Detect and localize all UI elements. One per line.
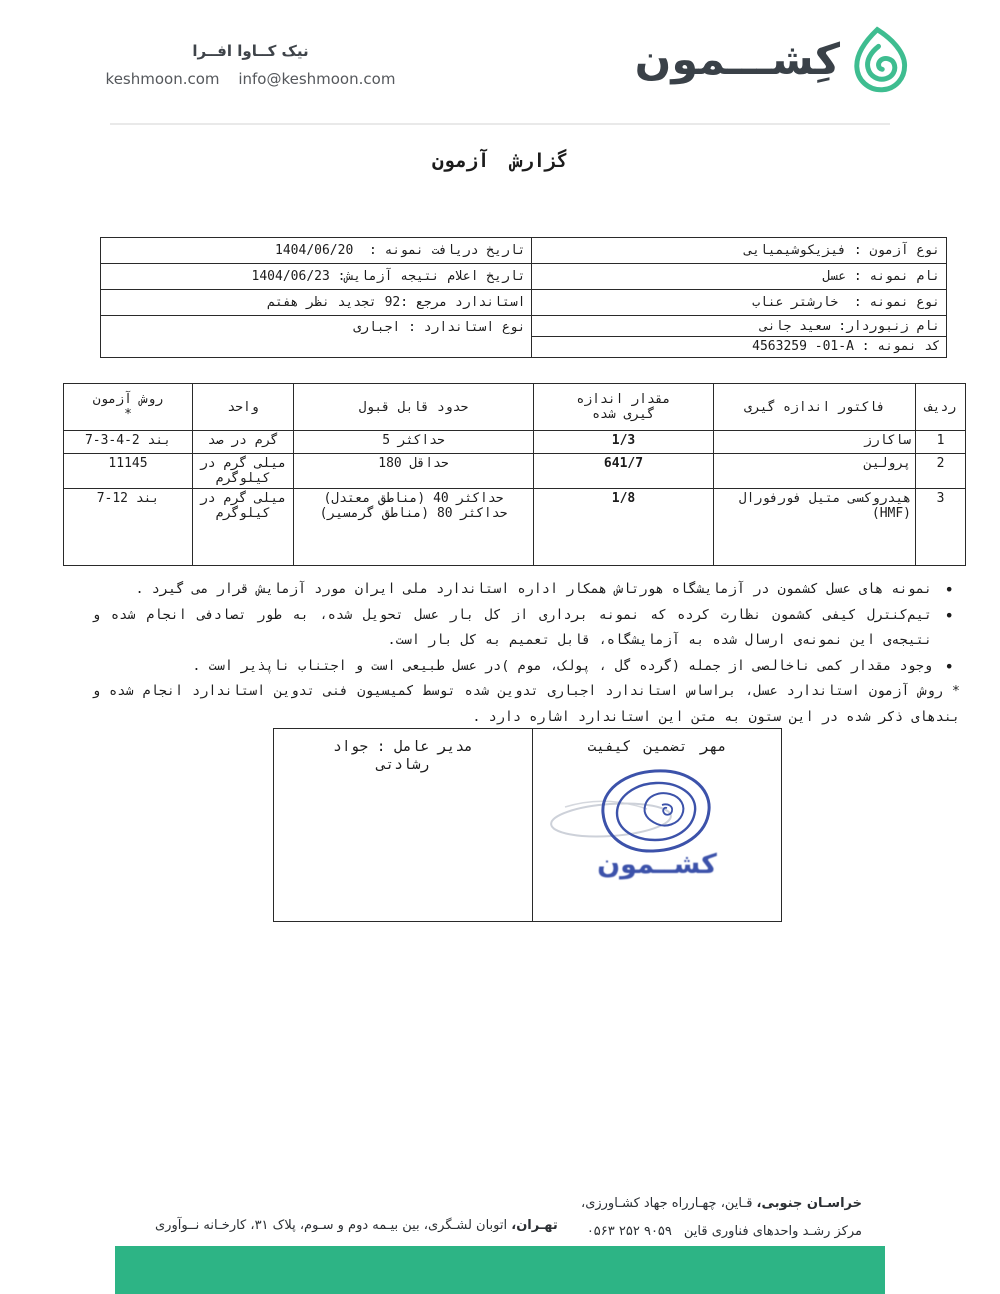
partner-company-name: نیک کــاوا افــرا xyxy=(192,42,309,60)
row-result-date: تاریخ اعلام نتیجه آزمایش: 1404/06/23 xyxy=(101,264,531,290)
partner-brand-block xyxy=(103,42,398,88)
col-header-unit: واحد xyxy=(193,384,294,431)
method-star-note: * روش آزمون استاندارد عسل، براساس استاندارد اجباری تدوین شده توسط کمیسیون فنی تدوین استاندارد انجام شده و بندهای ذکر شده در این ستون به متن این استاندارد اشاره دارد . xyxy=(92,683,960,725)
sample-info-right-column xyxy=(531,238,946,357)
keshmoon-wordmark: کِشـــمون xyxy=(634,34,840,85)
footer-address-qaen xyxy=(581,1190,862,1246)
footer-region-line: خراسـان جنوبی، قـاین، چهـارراه جهاد کشـاورزی، xyxy=(581,1196,862,1211)
row-beekeeper: نام زنبوردار: سعید جانی xyxy=(532,316,946,337)
keshmoon-logo xyxy=(635,24,912,96)
row-sample-code: کد نمونه : 4563259 -01-A xyxy=(752,338,940,354)
row-receive-date: تاریخ دریافت نمونه : 1404/06/20 xyxy=(101,238,531,264)
col-header-limits: حدود قابل قبول xyxy=(294,384,534,431)
stamp-word: کشــمون xyxy=(597,849,717,880)
result-row-proline: 2 پرولین 641/7 حداقل 180 میلی گرم در کیلوگرم 11145 xyxy=(64,454,966,489)
note-bullet-1: • نمونه های عسل کشمون در آزمایشگاه هورتاش همکار اداره استاندارد ملی ایران مورد آزمایش قرار می گیرد . xyxy=(92,577,960,603)
phone-number: ۰۵۶۳ ۲۵۲ ۹۰۵۹ xyxy=(586,1224,672,1239)
row-sample-name: نام نمونه : عسل xyxy=(532,264,946,290)
col-header-factor: فاکتور اندازه گیری xyxy=(714,384,916,431)
notes-section xyxy=(92,577,960,730)
footer-address-tehran: تهـران، اتوبان لشـگری، بین بیـمه دوم و سـوم، پلاک ۳۱، کارخـانه نــوآوری xyxy=(155,1218,558,1233)
results-header-row xyxy=(64,384,966,431)
drop-spiral-icon xyxy=(850,24,912,96)
manager-signature-cell xyxy=(274,729,532,921)
manager-title-name: مدیر عامل : جواد xyxy=(333,739,473,755)
report-title: گزارش آزمون xyxy=(432,150,568,172)
quality-seal-title: مهر تضمین کیفیت xyxy=(587,739,727,755)
manager-surname: رشادتی xyxy=(376,757,430,773)
header-divider xyxy=(110,123,890,125)
footer-green-bar xyxy=(115,1246,885,1294)
signature-box xyxy=(273,728,782,922)
row-ref-standard: استاندارد مرجع : 92 تجدید نظر هفتم xyxy=(101,290,531,316)
col-header-method: روش آزمون * xyxy=(64,384,193,431)
footer-incubator-line: مرکز رشـد واحدهای فناوری قاین۰۵۶۳ ۲۵۲ ۹۰۵۹ xyxy=(586,1224,862,1239)
note-bullet-3: • وجود مقدار کمی ناخالصی از جمله (گرده گل ، پولک، موم )در عسل طبیعی است و اجتناب ناپذیر است . xyxy=(92,654,960,680)
col-header-row-number: ردیف xyxy=(916,384,966,431)
website-text: keshmoon.com xyxy=(105,70,220,88)
keshmoon-stamp xyxy=(549,757,765,883)
sample-info-table xyxy=(100,237,947,358)
email-text: info@keshmoon.com xyxy=(238,70,396,88)
results-table xyxy=(63,383,966,566)
row-sample-kind: نوع نمونه : خارشتر عناب xyxy=(532,290,946,316)
row-standard-type: نوع استاندارد : اجباری xyxy=(353,320,526,335)
note-bullet-2: • تیم‌کنترل کیفی کشمون نظارت کرده که نمونه برداری از کل بار عسل تحویل شده، به طور تصادفی انجام شده و نتیجه‌ی این نمونه‌ی ارسال شده به آزمایشگاه، قابل تعمیم به کل بار است. xyxy=(92,603,960,654)
result-row-sucrose: 1 ساکارز 1/3 حداکثر 5 گرم در صد بند 2-4-3-7 xyxy=(64,431,966,454)
contact-line xyxy=(103,70,398,88)
result-row-hmf: 3 هیدروکسی متیل فورفورال (HMF) 1/8 حداکثر 40 (مناطق معتدل) حداکثر 80 (مناطق گرمسیر) میلی گرم در کیلوگرم بند 12-7 xyxy=(64,489,966,566)
row-test-type: نوع آزمون : فیزیکوشیمیایی xyxy=(532,238,946,264)
sample-info-left-column xyxy=(101,238,531,357)
quality-seal-cell xyxy=(532,729,781,921)
col-header-measured: مقدار اندازه گیری شده xyxy=(534,384,714,431)
